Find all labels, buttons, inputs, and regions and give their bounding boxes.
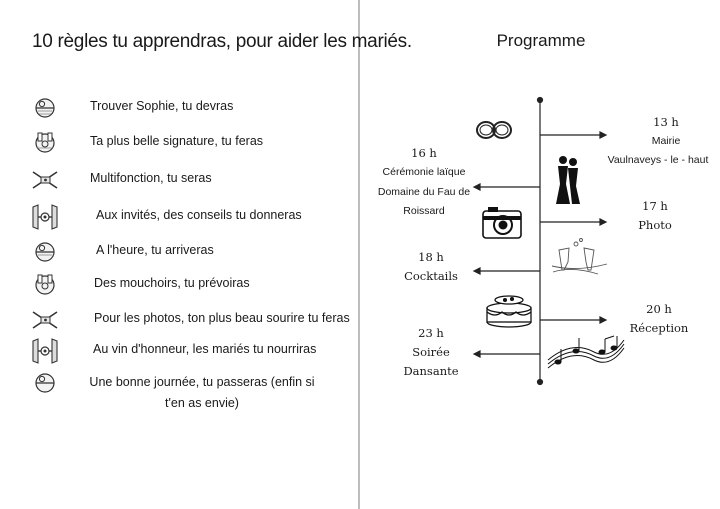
event-line: Domaine du Fau de [377, 186, 471, 198]
death-star-icon [30, 95, 60, 121]
event-line: Dansante [403, 364, 459, 378]
event-time: 23 h [418, 326, 444, 340]
page-divider [358, 0, 360, 509]
millennium-falcon-icon [30, 272, 60, 298]
timeline-arrow-20h [600, 317, 606, 323]
timeline-arrow-16h [474, 184, 480, 190]
event-16h [376, 144, 472, 163]
rule-item [30, 130, 350, 156]
death-star-icon [30, 370, 60, 396]
event-time: 18 h [418, 250, 444, 264]
timeline-arrow-17h [600, 219, 606, 225]
wedding-cake-icon [487, 296, 531, 327]
event-line: Vaulnaveys - le - haut [607, 154, 709, 166]
camera-icon [483, 207, 521, 238]
event-20h [622, 300, 696, 338]
event-line: Réception [629, 321, 689, 335]
rule-item [30, 167, 350, 193]
event-line: Roissard [403, 205, 445, 217]
event-line: Cocktails [404, 269, 458, 283]
death-star-icon [30, 239, 60, 265]
event-time: 13 h [653, 115, 679, 129]
rule-item [30, 338, 350, 364]
rule-text: Au vin d'honneur, les mariés tu nourriras [93, 342, 317, 356]
event-line: Mairie [651, 135, 681, 147]
event-time: 20 h [646, 302, 672, 316]
tie-fighter-icon [30, 204, 60, 230]
event-line: Photo [638, 218, 672, 232]
rule-item [30, 272, 350, 298]
rule-text: Ta plus belle signature, tu feras [90, 134, 264, 148]
x-wing-icon [30, 307, 60, 333]
event-line: Soirée [412, 345, 450, 359]
rule-item [30, 204, 350, 230]
timeline-arrow-13h [600, 132, 606, 138]
wedding-rings-icon [477, 122, 511, 138]
x-wing-icon [30, 167, 60, 193]
rule-text: Une bonne journée, tu passeras (enfin si t'en as envie) [89, 375, 315, 410]
timeline-arrow-18h [474, 268, 480, 274]
event-time: 17 h [642, 199, 668, 213]
rules-title: 10 règles tu apprendras, pour aider les mariés. [32, 31, 412, 52]
timeline-arrow-23h [474, 351, 480, 357]
rule-item [30, 307, 350, 333]
programme-page [362, 0, 720, 509]
event-18h [398, 248, 464, 286]
timeline-end-dot [538, 380, 543, 385]
event-17h [618, 197, 692, 235]
event-line: Cérémonie laïque [382, 166, 466, 178]
champagne-glasses-icon [552, 239, 607, 275]
rule-text: Des mouchoirs, tu prévoiras [94, 276, 250, 290]
millennium-falcon-icon [30, 130, 60, 156]
kissing-couple-icon [556, 156, 580, 204]
event-23h [398, 324, 464, 381]
rule-text: Trouver Sophie, tu devras [90, 99, 234, 113]
music-notes-icon [548, 336, 624, 368]
event-13h [622, 113, 710, 151]
programme-title: Programme [496, 31, 586, 50]
rule-text: Pour les photos, ton plus beau sourire tu feras [94, 311, 350, 325]
tie-fighter-icon [30, 338, 60, 364]
event-time: 16 h [411, 146, 437, 160]
rule-text: A l'heure, tu arriveras [96, 243, 214, 257]
rule-text: Aux invités, des conseils tu donneras [96, 208, 302, 222]
rule-item [30, 370, 350, 420]
rule-item [30, 239, 350, 265]
rule-item [30, 95, 350, 121]
rule-text: Multifonction, tu seras [90, 171, 212, 185]
timeline-start-dot [538, 98, 543, 103]
